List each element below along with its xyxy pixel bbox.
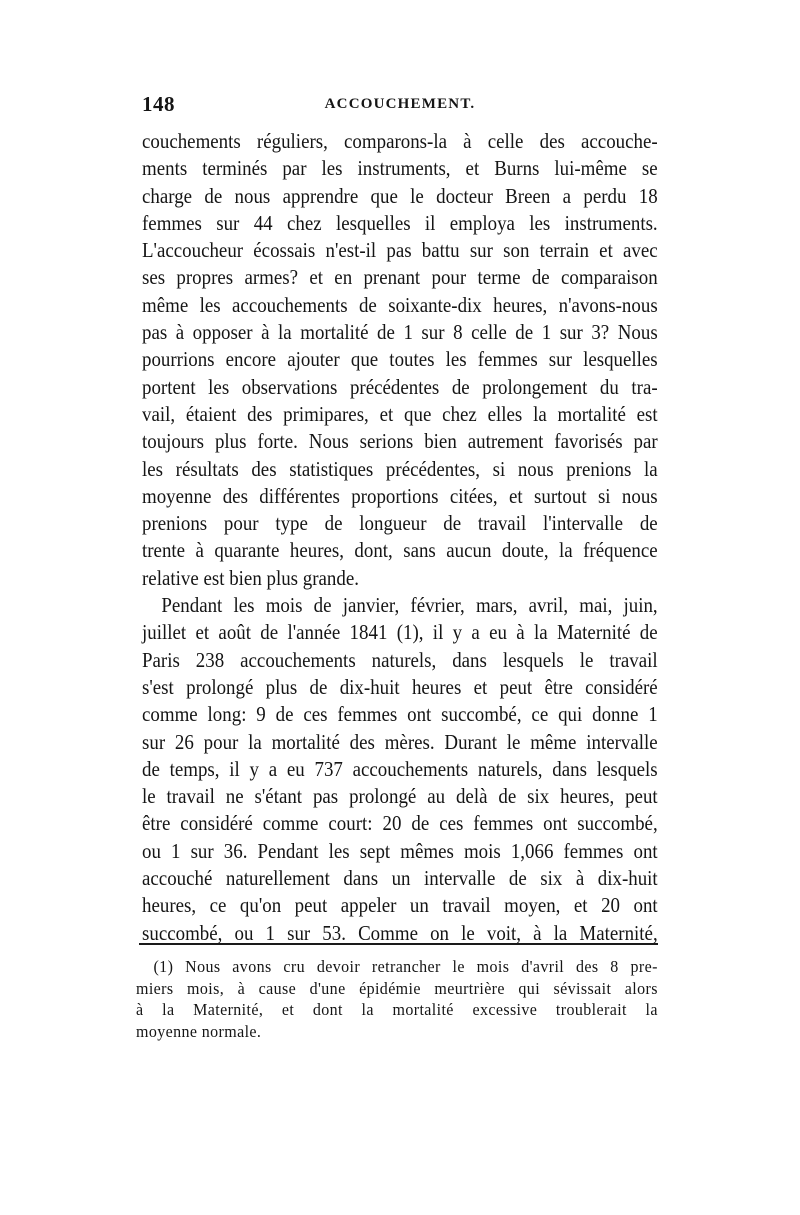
text-line: toujours plus forte. Nous serions bien autrement favorisés par (142, 429, 658, 454)
text-line: comme long: 9 de ces femmes ont succombé, ce qui donne 1 (142, 702, 658, 727)
page-number: 148 (142, 92, 175, 116)
text-line: charge de nous apprendre que le docteur Breen a perdu 18 (142, 183, 658, 208)
text-line: sur 26 pour la mortalité des mères. Durant le même intervalle (142, 729, 658, 754)
body-text (142, 128, 658, 947)
text-line: ses propres armes? et en prenant pour terme de comparaison (142, 265, 658, 290)
text-line: accouché naturellement dans un intervalle de six à dix-huit (142, 866, 658, 891)
footnote-divider (139, 943, 658, 945)
text-line: s'est prolongé plus de dix-huit heures et peut être considéré (142, 674, 658, 699)
text-line: le travail ne s'étant pas prolongé au delà de six heures, peut (142, 784, 658, 809)
text-line: L'accoucheur écossais n'est-il pas battu sur son terrain et avec (142, 238, 658, 263)
text-line: de temps, il y a eu 737 accouchements naturels, dans lesquels (142, 756, 658, 781)
footnote-line: (1) Nous avons cru devoir retrancher le mois d'avril des 8 pre- (153, 957, 658, 976)
text-line: heures, ce qu'on peut appeler un travail moyen, et 20 ont (142, 893, 658, 918)
running-title: ACCOUCHEMENT. (324, 96, 476, 112)
footnote-line: moyenne normale. (136, 1022, 262, 1042)
text-line: Paris 238 accouchements naturels, dans lesquels le travail (142, 647, 658, 672)
text-line: couchements réguliers, comparons-la à celle des accouche- (142, 129, 658, 153)
text-line: moyenne des différentes proportions citées, et surtout si nous (142, 483, 658, 508)
text-line: portent les observations précédentes de prolongement du tra- (142, 374, 658, 399)
text-line: juillet et août de l'année 1841 (1), il y a eu à la Maternité de (142, 620, 658, 645)
paragraph-end-line: relative est bien plus grande. (142, 565, 359, 590)
paragraph-start-line: Pendant les mois de janvier, février, mars, avril, mai, juin, (161, 593, 658, 618)
page-header (142, 92, 658, 122)
text-line: femmes sur 44 chez lesquelles il employa les instruments. (142, 210, 658, 235)
text-line: même les accouchements de soixante-dix heures, n'avons-nous (142, 292, 658, 317)
text-line: pourrions encore ajouter que toutes les femmes sur lesquelles (142, 347, 658, 372)
text-line: prenions pour type de longueur de travail l'intervalle de (142, 511, 658, 536)
text-line: les résultats des statistiques précédentes, si nous prenions la (142, 456, 658, 481)
footnote-line: à la Maternité, et dont la mortalité excessive troublerait la (136, 1000, 658, 1020)
text-line: succombé, ou 1 sur 53. Comme on le voit, à la Maternité, (142, 920, 658, 945)
text-line: ments terminés par les instruments, et Burns lui-même se (142, 156, 658, 181)
text-line: trente à quarante heures, dont, sans aucun doute, la fréquence (142, 538, 658, 563)
text-line: être considéré comme court: 20 de ces femmes ont succombé, (142, 811, 658, 836)
footnote (136, 956, 658, 1043)
footnote-line: miers mois, à cause d'une épidémie meurtrière qui sévissait alors (136, 978, 658, 998)
text-line: pas à opposer à la mortalité de 1 sur 8 celle de 1 sur 3? Nous (142, 320, 658, 345)
text-line: vail, étaient des primipares, et que chez elles la mortalité est (142, 401, 658, 426)
text-line: ou 1 sur 36. Pendant les sept mêmes mois 1,066 femmes ont (142, 838, 658, 863)
